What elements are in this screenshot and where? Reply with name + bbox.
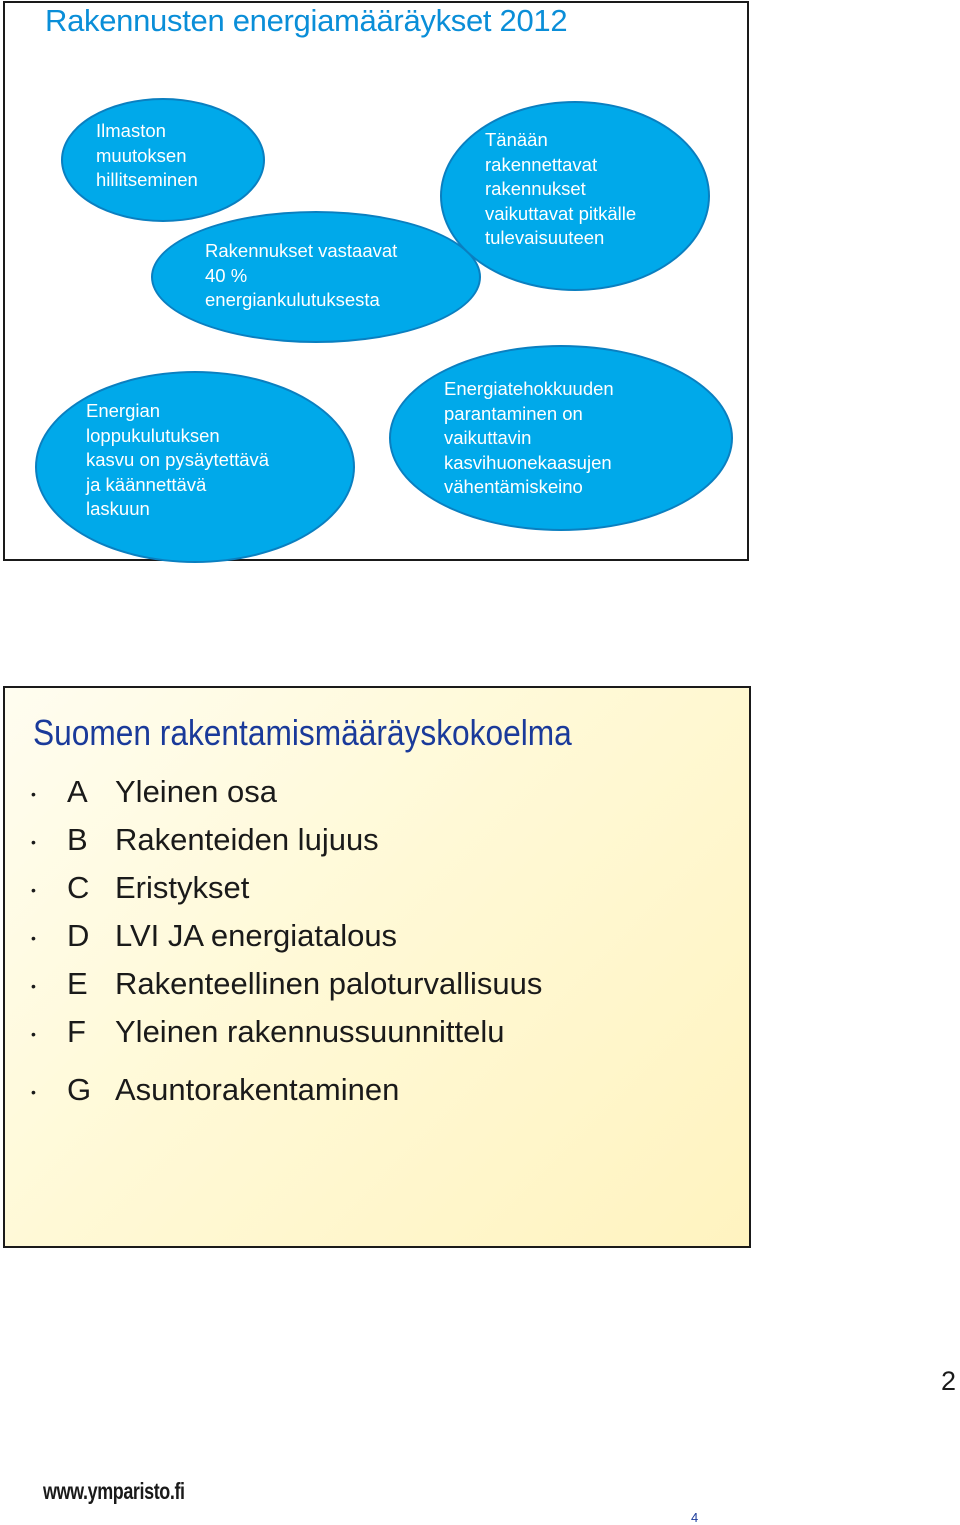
bubble-buildings-share-text: Rakennukset vastaavat 40 % energiankulutuksesta — [205, 240, 398, 310]
ymparisto-logo — [35, 1474, 227, 1508]
bullet: • — [31, 834, 36, 850]
slide-number: 4 — [691, 1510, 699, 1525]
slide-title: Suomen rakentamismääräyskokoelma — [33, 712, 572, 753]
logo-text: www.ymparisto.fi — [43, 1478, 185, 1504]
bubble-efficiency-text: Energiatehokkuuden parantaminen on vaikuttavin kasvihuonekaasujen vähentämiskeino — [444, 378, 614, 497]
item-text: Rakenteellinen paloturvallisuus — [115, 966, 543, 1001]
bullet: • — [31, 978, 36, 994]
bullet: • — [31, 882, 36, 898]
bubble-future-text: Tänään rakennettavat rakennukset vaikuttavat pitkälle tulevaisuuteen — [485, 129, 637, 248]
bubble-energy-consumption-text: Energian loppukulutuksen kasvu on pysäytettävä ja käännettävä laskuun — [86, 400, 270, 519]
item-text: Asuntorakentaminen — [115, 1072, 400, 1107]
slide-energy-regulations — [3, 1, 749, 561]
page-number: 2 — [940, 1366, 956, 1396]
item-letter: D — [67, 918, 90, 953]
item-letter: B — [67, 822, 88, 857]
item-text: Eristykset — [115, 870, 250, 905]
item-text: Yleinen rakennussuunnittelu — [115, 1014, 505, 1049]
bullet: • — [31, 1026, 36, 1042]
item-text: Rakenteiden lujuus — [115, 822, 379, 857]
bubble-climate-text: Ilmaston muutoksen hillitseminen — [96, 120, 198, 190]
item-letter: G — [67, 1072, 92, 1107]
slide-building-code-collection — [3, 686, 751, 1525]
item-letter: E — [67, 966, 88, 1001]
item-letter: F — [67, 1014, 86, 1049]
bullet: • — [31, 786, 36, 802]
item-letter: C — [67, 870, 90, 905]
bullet: • — [31, 930, 36, 946]
item-letter: A — [67, 774, 88, 809]
bullet: • — [31, 1084, 36, 1100]
item-text: LVI JA energiatalous — [115, 918, 398, 953]
item-text: Yleinen osa — [115, 774, 278, 809]
slide-title: Rakennusten energiamääräykset 2012 — [45, 3, 568, 38]
